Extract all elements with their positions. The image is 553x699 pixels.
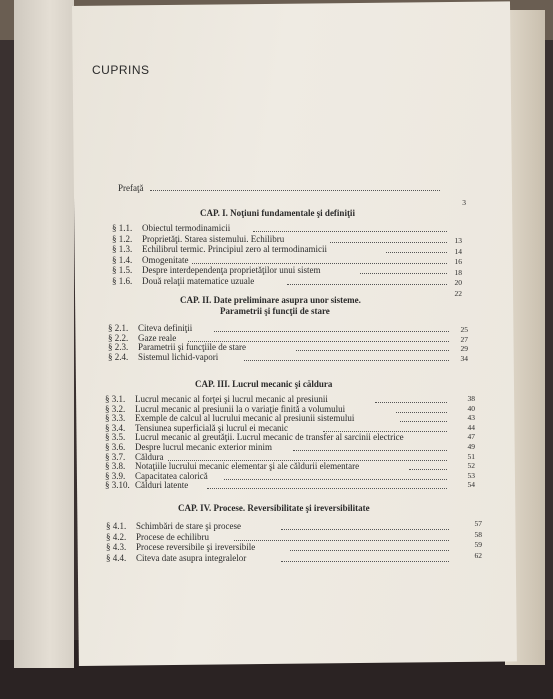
- ch1-entry: [112, 255, 189, 265]
- leader-dots: [214, 331, 449, 332]
- page-number: 29: [460, 344, 468, 353]
- leader-dots: [409, 469, 447, 470]
- section-number: § 1.6.: [112, 275, 133, 286]
- page-number: 27: [460, 334, 468, 344]
- section-number: § 1.2.: [112, 233, 133, 244]
- section-number: § 3.10.: [105, 480, 130, 491]
- ch3-entry: [105, 452, 164, 462]
- entry-title: Călduri latente: [135, 480, 189, 491]
- ch2-entry: [108, 323, 192, 333]
- section-number: § 4.2.: [106, 531, 127, 542]
- entry-title: Notaţiile lucrului mecanic elementar şi ale căldurii elementare: [135, 461, 360, 472]
- chapter-3-title: CAP. III. Lucrul mecanic şi căldura: [195, 379, 333, 389]
- ch1-entry: [112, 223, 230, 233]
- page-number: 14: [454, 246, 462, 256]
- section-number: § 2.4.: [108, 351, 129, 362]
- ch3-entry: [105, 432, 404, 442]
- entry-title: Despre lucrul mecanic exterior minim: [135, 442, 272, 452]
- entry-title: Parametrii şi funcţiile de stare: [138, 342, 246, 352]
- entry-title: Tensiunea superficială şi lucrul ei mecanic: [135, 422, 289, 433]
- leader-dots: [396, 412, 447, 413]
- ch2-entry: [108, 342, 246, 352]
- entry-title: Echilibrul termic. Principiul zero al termodinamicii: [142, 244, 327, 254]
- leader-dots: [290, 550, 450, 551]
- entry-title: Proprietăţi. Starea sistemului. Echilibru: [142, 233, 285, 244]
- page-number: 47: [467, 432, 475, 442]
- section-number: § 1.1.: [112, 223, 133, 233]
- leader-dots: [287, 284, 447, 285]
- entry-title: Procese de echilibru: [136, 531, 209, 542]
- section-number: § 3.4.: [105, 422, 126, 433]
- section-number: § 4.4.: [106, 552, 127, 563]
- page-number: 40: [467, 403, 475, 413]
- section-number: § 2.1.: [108, 323, 129, 333]
- page-number: 49: [467, 442, 475, 451]
- leader-dots: [207, 488, 447, 489]
- page-number: 51: [467, 451, 475, 461]
- page-number: 20: [454, 278, 462, 287]
- section-number: § 3.1.: [105, 394, 126, 404]
- entry-title: Lucrul mecanic al presiunii la o variaţie finită a volumului: [135, 403, 346, 414]
- page-number: 38: [467, 394, 475, 403]
- page-number: 18: [454, 267, 462, 277]
- page-number: 54: [467, 480, 475, 490]
- page-number: 53: [467, 470, 475, 480]
- page-number: 43: [467, 413, 475, 423]
- entry-title: Exemple de calcul al lucrului mecanic al presiunii sistemului: [135, 413, 355, 424]
- chapter-4-title: CAP. IV. Procese. Reversibilitate şi ireversibilitate: [178, 503, 370, 513]
- section-number: § 3.7.: [105, 451, 126, 462]
- preface-page: 3: [462, 198, 466, 207]
- page-number: 59: [474, 540, 482, 549]
- leader-dots: [386, 252, 447, 253]
- preface-leader: [150, 190, 440, 191]
- section-number: § 4.3.: [106, 542, 127, 552]
- leader-dots: [281, 529, 449, 530]
- page-title: CUPRINS: [92, 63, 150, 77]
- section-number: § 1.4.: [112, 254, 133, 265]
- page-number: 22: [454, 288, 462, 298]
- ch2-entry: [108, 352, 218, 362]
- entry-title: Citeva definiţii: [138, 323, 193, 333]
- entry-title: Două relaţii matematice uzuale: [142, 275, 255, 286]
- entry-title: Lucrul mecanic al greutăţii. Lucrul mecanic de transfer al sarcinii electrice: [135, 432, 404, 443]
- ch1-entry: [112, 234, 284, 244]
- ch3-entry: [105, 394, 328, 404]
- ch3-entry: [105, 480, 188, 490]
- page-number: 34: [460, 353, 468, 363]
- ch3-entry: [105, 461, 359, 471]
- entry-title: Sistemul lichid-vapori: [138, 351, 219, 362]
- section-number: § 3.5.: [105, 432, 126, 443]
- entry-title: Citeva date asupra integralelor: [136, 552, 247, 563]
- leader-dots: [293, 450, 447, 451]
- ch3-entry: [105, 442, 272, 452]
- ch2-entry: [108, 333, 176, 343]
- section-number: § 3.9.: [105, 470, 126, 481]
- section-number: § 1.3.: [112, 244, 133, 254]
- entry-title: Omogenitate: [142, 254, 189, 265]
- page-number: 16: [454, 257, 462, 266]
- page-number: 57: [474, 519, 482, 528]
- leader-dots: [400, 421, 447, 422]
- leader-dots: [234, 540, 449, 541]
- leader-dots: [360, 273, 447, 274]
- entry-title: Obiectul termodinamicii: [142, 223, 231, 233]
- chapter-2-title: CAP. II. Date preliminare asupra unor sisteme.: [180, 295, 361, 305]
- page-number: 62: [474, 550, 482, 560]
- leader-dots: [244, 360, 449, 361]
- chapter-1-title: CAP. I. Noţiuni fundamentale şi definiţii: [200, 208, 355, 218]
- section-number: § 1.5.: [112, 265, 133, 275]
- entry-title: Schimbări de stare şi procese: [136, 521, 241, 531]
- page-number: 52: [467, 461, 475, 471]
- ch4-entry: [106, 542, 255, 552]
- ch4-entry: [106, 521, 241, 531]
- preface-label: Prefaţă: [118, 183, 144, 193]
- leader-dots: [296, 350, 449, 351]
- section-number: § 4.1.: [106, 521, 127, 531]
- left-page-edge: [14, 0, 74, 668]
- ch3-entry: [105, 471, 208, 481]
- leader-dots: [330, 242, 447, 243]
- section-number: § 3.2.: [105, 403, 126, 414]
- ch3-entry: [105, 404, 345, 414]
- entry-title: Despre interdependenţa proprietăţilor unui sistem: [142, 265, 321, 275]
- leader-dots: [224, 479, 447, 480]
- ch4-entry: [106, 553, 246, 563]
- section-number: § 2.2.: [108, 332, 129, 343]
- ch1-entry: [112, 265, 320, 275]
- section-number: § 2.3.: [108, 342, 129, 352]
- leader-dots: [375, 402, 448, 403]
- entry-title: Gaze reale: [138, 332, 177, 343]
- ch1-entry: [112, 276, 254, 286]
- page-number: 13: [454, 236, 462, 245]
- leader-dots: [281, 561, 449, 562]
- section-number: § 3.3.: [105, 413, 126, 424]
- chapter-2-subtitle: Parametrii şi funcţii de stare: [220, 306, 330, 316]
- entry-title: Capacitatea calorică: [135, 470, 208, 481]
- section-number: § 3.6.: [105, 442, 126, 452]
- entry-title: Lucrul mecanic al forţei şi lucrul mecanic al presiunii: [135, 394, 328, 404]
- page-number: 25: [460, 325, 468, 334]
- section-number: § 3.8.: [105, 461, 126, 472]
- leader-dots: [192, 263, 447, 264]
- ch4-entry: [106, 532, 209, 542]
- page-number: 58: [474, 529, 482, 539]
- ch1-entry: [112, 244, 327, 254]
- leader-dots: [253, 231, 448, 232]
- page-number: 44: [467, 422, 475, 432]
- ch3-entry: [105, 423, 288, 433]
- ch3-entry: [105, 413, 354, 423]
- entry-title: Procese reversibile şi ireversibile: [136, 542, 256, 552]
- entry-title: Căldura: [135, 451, 164, 462]
